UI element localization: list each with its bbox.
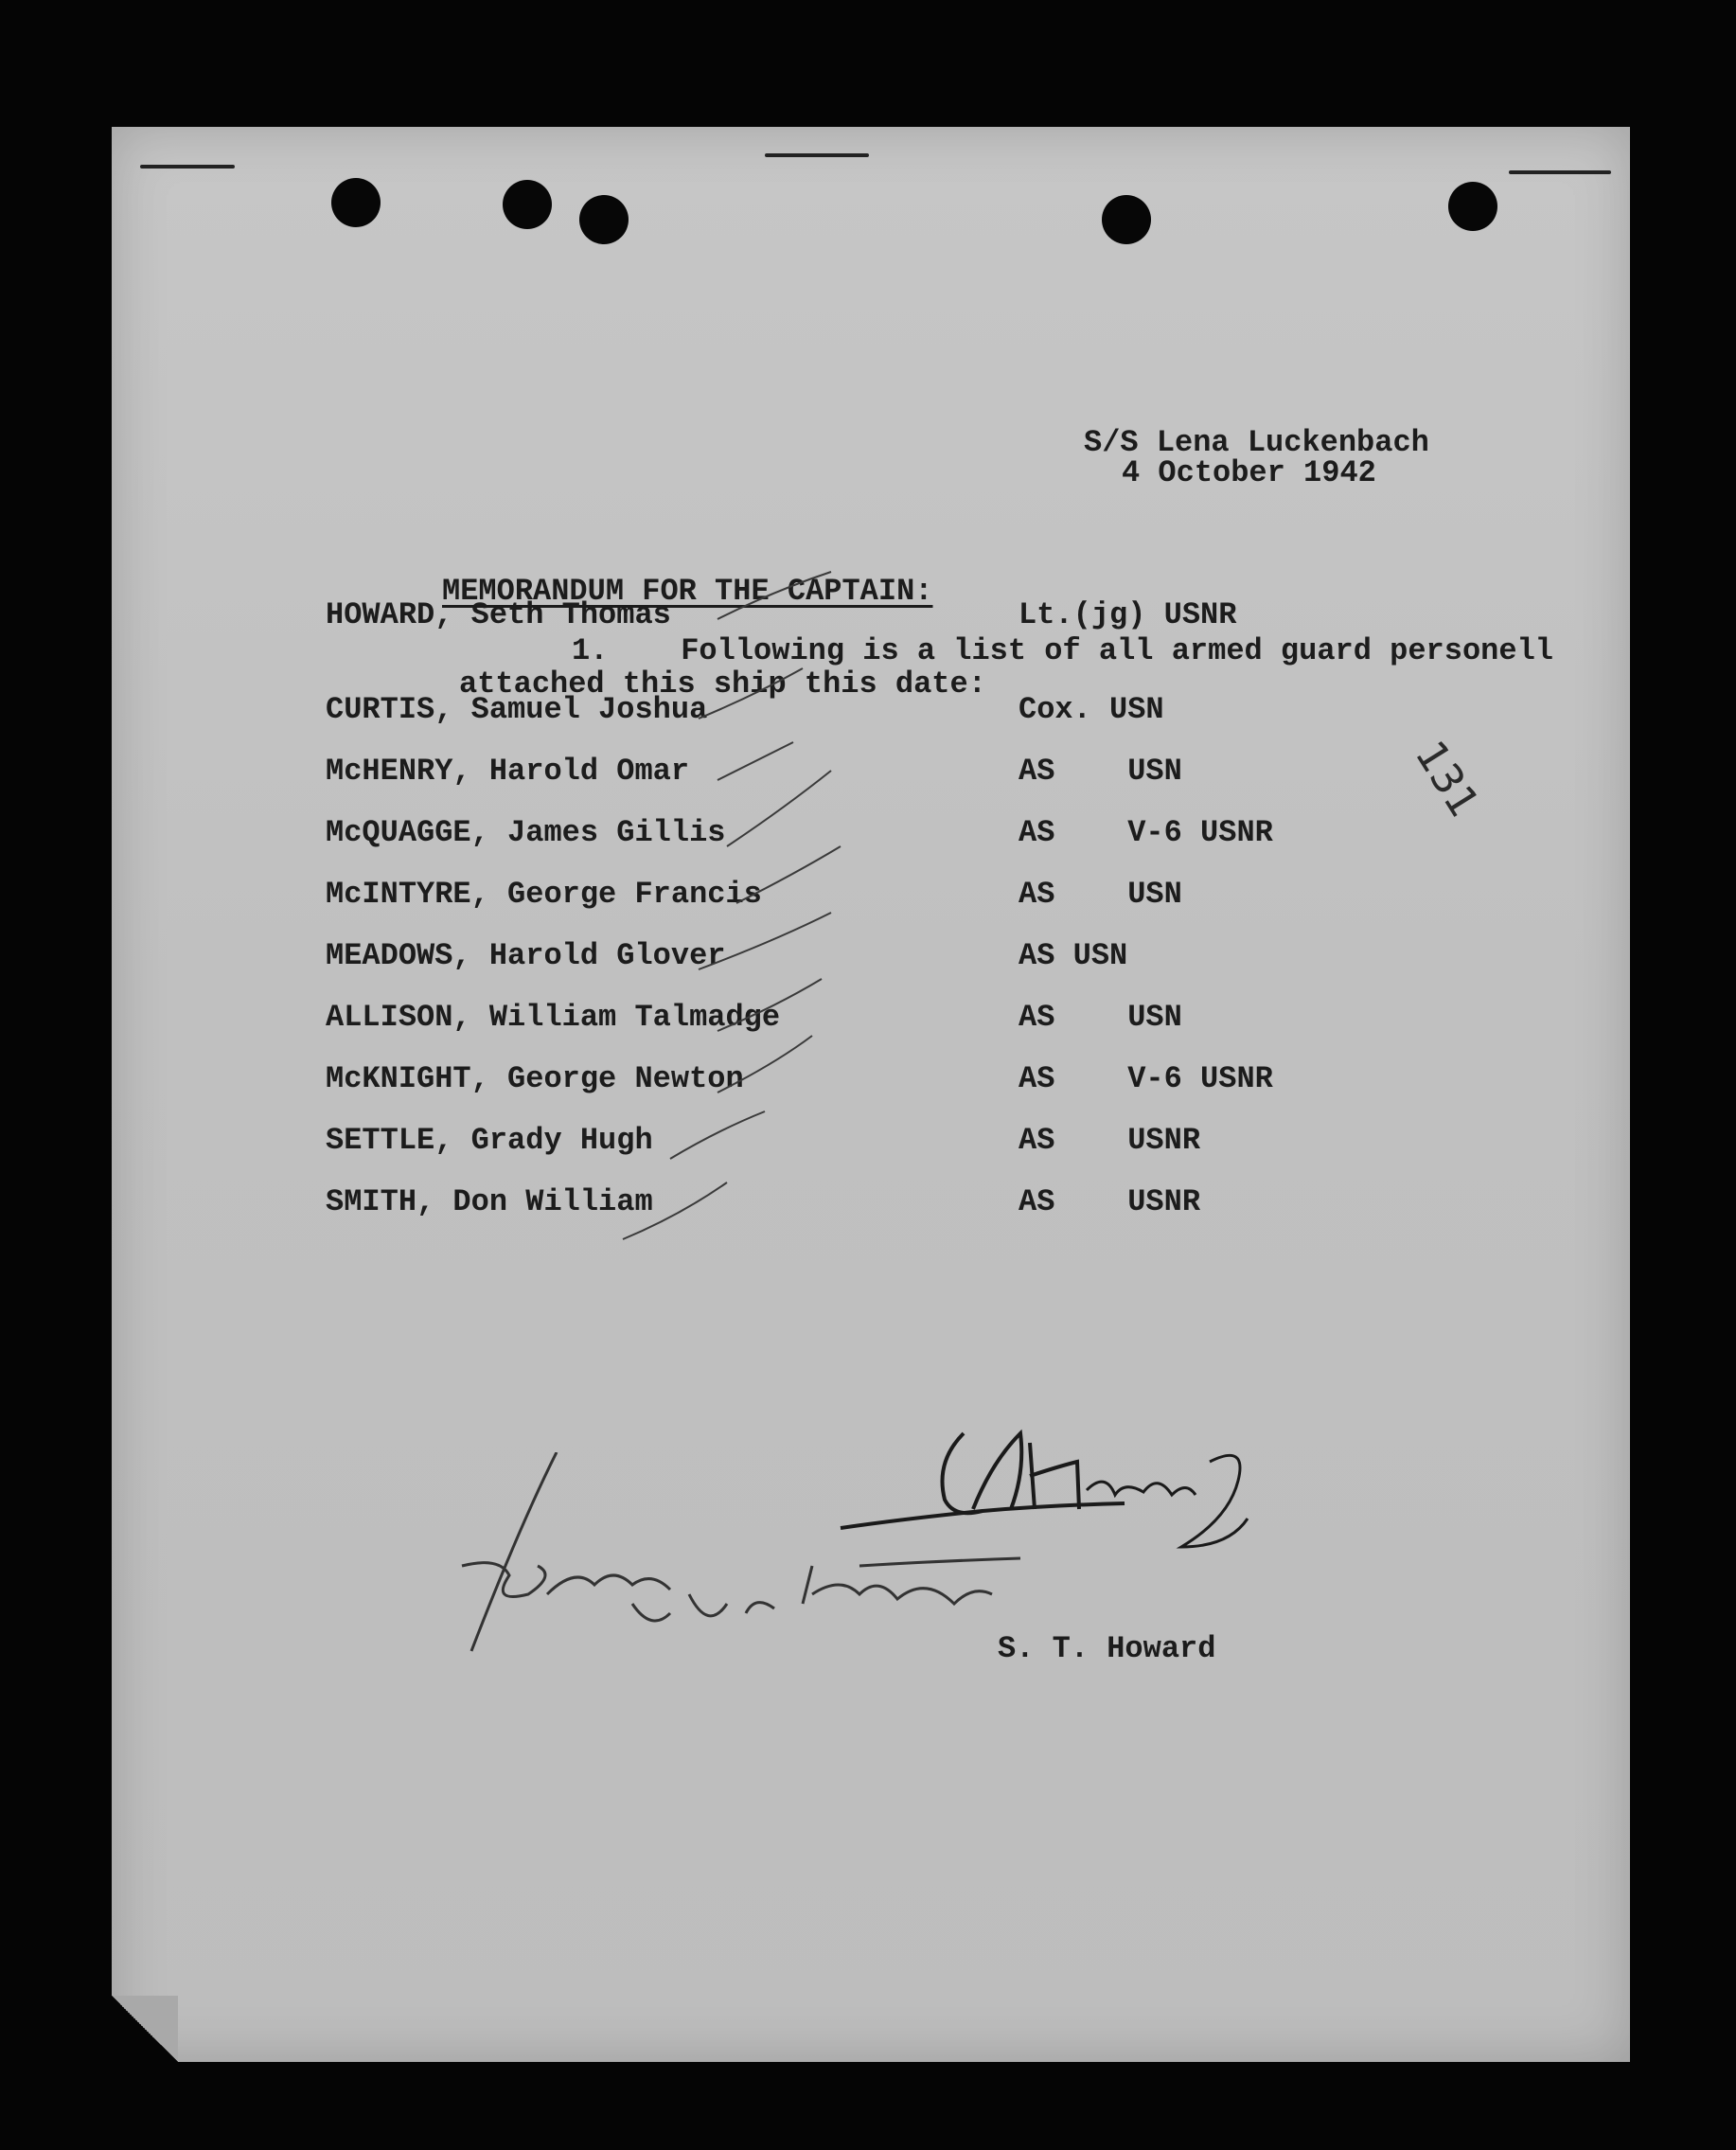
personnel-name: McHENRY, Harold Omar: [326, 754, 690, 789]
roster-row: [112, 938, 1630, 979]
personnel-grade: AS USNR: [1019, 1184, 1201, 1219]
roster-row: [112, 815, 1630, 856]
memo-heading: MEMORANDUM FOR THE CAPTAIN:: [442, 574, 933, 609]
punch-hole-2: [503, 180, 552, 229]
personnel-name: SETTLE, Grady Hugh: [326, 1123, 653, 1158]
edge-mark-center: [765, 153, 869, 157]
personnel-name: ALLISON, William Talmadge: [326, 1000, 781, 1035]
personnel-grade: Lt.(jg) USNR: [1019, 597, 1237, 632]
page-number: 131: [1405, 733, 1489, 826]
roster-row: [112, 756, 1630, 794]
punch-hole-3: [579, 195, 629, 244]
personnel-name: CURTIS, Samuel Joshua: [326, 692, 708, 727]
personnel-grade: AS USN: [1019, 1000, 1182, 1035]
punch-hole-5: [1448, 182, 1497, 231]
personnel-grade: Cox. USN: [1019, 692, 1164, 727]
roster-row: [112, 692, 1630, 733]
edge-mark-right: [1509, 170, 1611, 174]
roster-row: [112, 1000, 1630, 1040]
personnel-name: McQUAGGE, James Gillis: [326, 815, 726, 850]
personnel-name: SMITH, Don William: [326, 1184, 653, 1219]
personnel-name: McKNIGHT, George Newton: [326, 1061, 744, 1096]
folded-corner: [112, 1996, 178, 2062]
personnel-name: MEADOWS, Harold Glover: [326, 938, 726, 973]
edge-mark-left: [140, 165, 235, 169]
personnel-name: HOWARD, Seth Thomas: [326, 597, 671, 632]
punch-hole-1: [331, 178, 381, 227]
memo-page: [112, 127, 1630, 2062]
roster-row: [112, 877, 1630, 917]
paragraph-line-2: attached this ship this date:: [459, 666, 986, 702]
roster-row: [112, 1123, 1630, 1164]
roster-row: [112, 1184, 1630, 1225]
personnel-grade: AS USN: [1019, 754, 1182, 789]
personnel-grade: AS V-6 USNR: [1019, 1061, 1273, 1096]
punch-hole-4: [1102, 195, 1151, 244]
personnel-grade: AS V-6 USNR: [1019, 815, 1273, 850]
paragraph-line-1: 1. Following is a list of all armed guard personell: [572, 633, 1553, 668]
roster-row: [112, 1061, 1630, 1102]
memo-date: 4 October 1942: [1122, 455, 1376, 490]
typed-signatory-name: S. T. Howard: [998, 1631, 1216, 1666]
personnel-name: McINTYRE, George Francis: [326, 877, 762, 912]
personnel-grade: AS USN: [1019, 938, 1128, 973]
vessel-name: S/S Lena Luckenbach: [1084, 425, 1429, 460]
roster-row: [112, 597, 1630, 638]
inspector-handwriting: [367, 1452, 1030, 1661]
personnel-grade: AS USN: [1019, 877, 1182, 912]
personnel-grade: AS USNR: [1019, 1123, 1201, 1158]
